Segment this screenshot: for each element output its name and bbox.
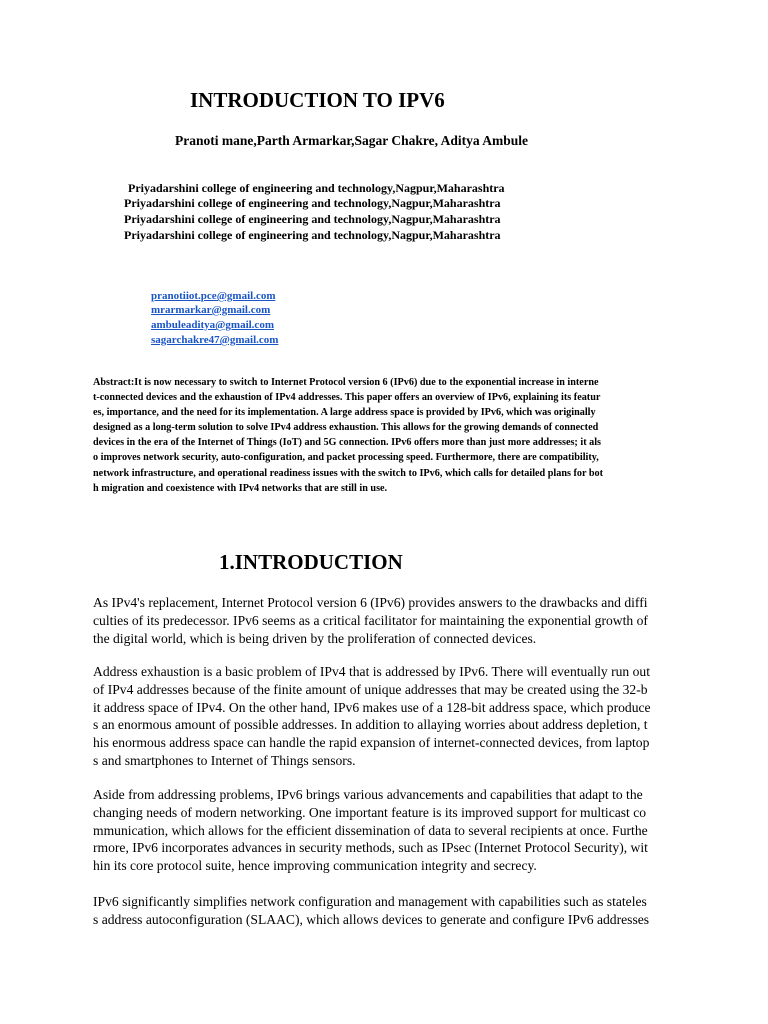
paragraph-line: s and smartphones to Internet of Things sensors. bbox=[93, 752, 356, 768]
paragraph-line: s address autoconfiguration (SLAAC), which allows devices to generate and configure IPv6 addresses bbox=[93, 911, 650, 927]
paper-title: INTRODUCTION TO IPV6 bbox=[190, 88, 445, 112]
abstract-line: Abstract:It is now necessary to switch to Internet Protocol version 6 (IPv6) due to the exponential increase in interne bbox=[93, 377, 599, 388]
email-link[interactable]: mrarmarkar@gmail.com bbox=[151, 304, 271, 316]
paragraph-line: changing needs of modern networking. One important feature is its improved support for multicast co bbox=[93, 804, 647, 820]
paragraph-line: culties of its predecessor. IPv6 seems as a critical facilitator for maintaining the exponential growth of bbox=[93, 612, 648, 628]
paragraph-line: As IPv4's replacement, Internet Protocol version 6 (IPv6) provides answers to the drawbacks and diffi bbox=[93, 595, 648, 610]
body-paragraph bbox=[93, 594, 675, 647]
affiliation: Priyadarshini college of engineering and technology,Nagpur,Maharashtra bbox=[124, 212, 501, 226]
paragraph-line: the digital world, which is being driven by the proliferation of connected devices. bbox=[93, 630, 537, 646]
body-paragraph bbox=[93, 663, 675, 770]
paragraph-line: Aside from addressing problems, IPv6 brings various advancements and capabilities that adapt to the bbox=[93, 787, 643, 802]
paragraph-line: Address exhaustion is a basic problem of IPv4 that is addressed by IPv6. There will eventually run out bbox=[93, 664, 650, 679]
abstract-line: devices in the era of the Internet of Things (IoT) and 5G connection. IPv6 offers more than just more addresses; it als bbox=[93, 437, 602, 449]
body-paragraph bbox=[93, 786, 675, 875]
abstract-line: t-connected devices and the exhaustion of IPv4 addresses. This paper offers an overview of IPv6, explaining its featur bbox=[93, 392, 601, 404]
paragraph-line: rmore, IPv6 incorporates advances in security methods, such as IPsec (Internet Protocol Security), wit bbox=[93, 840, 648, 856]
paragraph-line: IPv6 significantly simplifies network configuration and management with capabilities such as stateles bbox=[93, 894, 647, 909]
abstract-line: o improves network security, auto-configuration, and packet processing speed. Furthermore, there are compatibility, bbox=[93, 452, 599, 464]
paragraph-line: s an enormous amount of possible addresses. In addition to allaying worries about address depletion, t bbox=[93, 717, 648, 733]
author-list: Pranoti mane,Parth Armarkar,Sagar Chakre, Aditya Ambule bbox=[175, 133, 529, 148]
paragraph-line: it address space of IPv4. On the other hand, IPv6 makes use of a 128-bit address space, which produce bbox=[93, 699, 651, 715]
abstract bbox=[93, 375, 675, 496]
body-paragraph bbox=[93, 893, 675, 929]
paragraph-line: his enormous address space can handle the rapid expansion of internet-connected devices, from laptop bbox=[93, 735, 650, 751]
section-heading: 1.INTRODUCTION bbox=[219, 550, 403, 574]
affiliation: Priyadarshini college of engineering and technology,Nagpur,Maharashtra bbox=[128, 181, 505, 195]
affiliation: Priyadarshini college of engineering and technology,Nagpur,Maharashtra bbox=[124, 228, 501, 242]
paragraph-line: hin its core protocol suite, hence improving communication integrity and secrecy. bbox=[93, 858, 537, 874]
abstract-line: es, importance, and the need for its implementation. A large address space is provided by IPv6, which was originally bbox=[93, 407, 596, 419]
paragraph-line: mmunication, which allows for the efficient dissemination of data to several recipients at once. Furthe bbox=[93, 822, 648, 838]
affiliation: Priyadarshini college of engineering and technology,Nagpur,Maharashtra bbox=[124, 196, 501, 210]
abstract-line: h migration and coexistence with IPv4 networks that are still in use. bbox=[93, 482, 388, 494]
abstract-line: designed as a long-term solution to solve IPv4 address exhaustion. This allows for the growing demands of connected bbox=[93, 422, 599, 434]
email-link[interactable]: ambuleaditya@gmail.com bbox=[151, 319, 274, 331]
abstract-line: network infrastructure, and operational readiness issues with the switch to IPv6, which calls for detailed plans for bot bbox=[93, 467, 604, 479]
email-link[interactable]: sagarchakre47@gmail.com bbox=[151, 334, 279, 346]
email-link[interactable]: pranotiiot.pce@gmail.com bbox=[151, 290, 276, 302]
paragraph-line: of IPv4 addresses because of the finite amount of unique addresses that may be created using the 32-b bbox=[93, 681, 648, 697]
